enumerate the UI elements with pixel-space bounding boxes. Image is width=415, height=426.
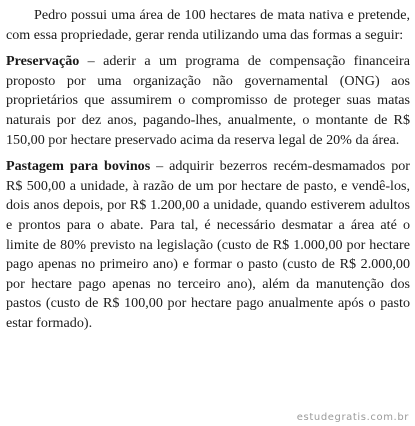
intro-paragraph: Pedro possui uma área de 100 hectares de mata nativa e pretende, com essa propriedade, gerar renda utilizando uma das formas a seguir: [6, 7, 410, 43]
watermark-text: estudegratis.com.br [296, 412, 409, 423]
pasture-text: – adquirir bezerros recém-desmamados por R$ 500,00 a unidade, à razão de um por hectare de pasto, e vendê-los, dois anos depois, por R$ 1.200,00 a unidade, quando estiverem adultos e prontos para o abate. Para tal, é necessário desmatar a área até o limite de 80% previsto na legislação (custo de R$ 1.000,00 por hectare pago apenas no primeiro ano) e formar o pasto (custo de R$ 2.000,00 por hectare pago apenas no terceiro ano), além da manutenção dos pastos (custo de R$ 100,00 por hectare pago anualmente após o pasto estar formado). [6, 158, 410, 331]
pasture-paragraph [6, 157, 410, 333]
preservation-text: – aderir a um programa de compensação financeira proposto por uma organização não governamental (ONG) aos proprietários que assumirem o compromisso de proteger suas matas naturais por dez anos, pagando-lhes, anualmente, o montante de R$ 150,00 por hectare preservado acima da reserva legal de 20% da área. [6, 53, 410, 148]
preservation-paragraph [6, 52, 410, 150]
preservation-heading: Preservação [6, 53, 80, 70]
document-body [6, 6, 410, 341]
pasture-heading: Pastagem para bovinos [6, 158, 151, 175]
